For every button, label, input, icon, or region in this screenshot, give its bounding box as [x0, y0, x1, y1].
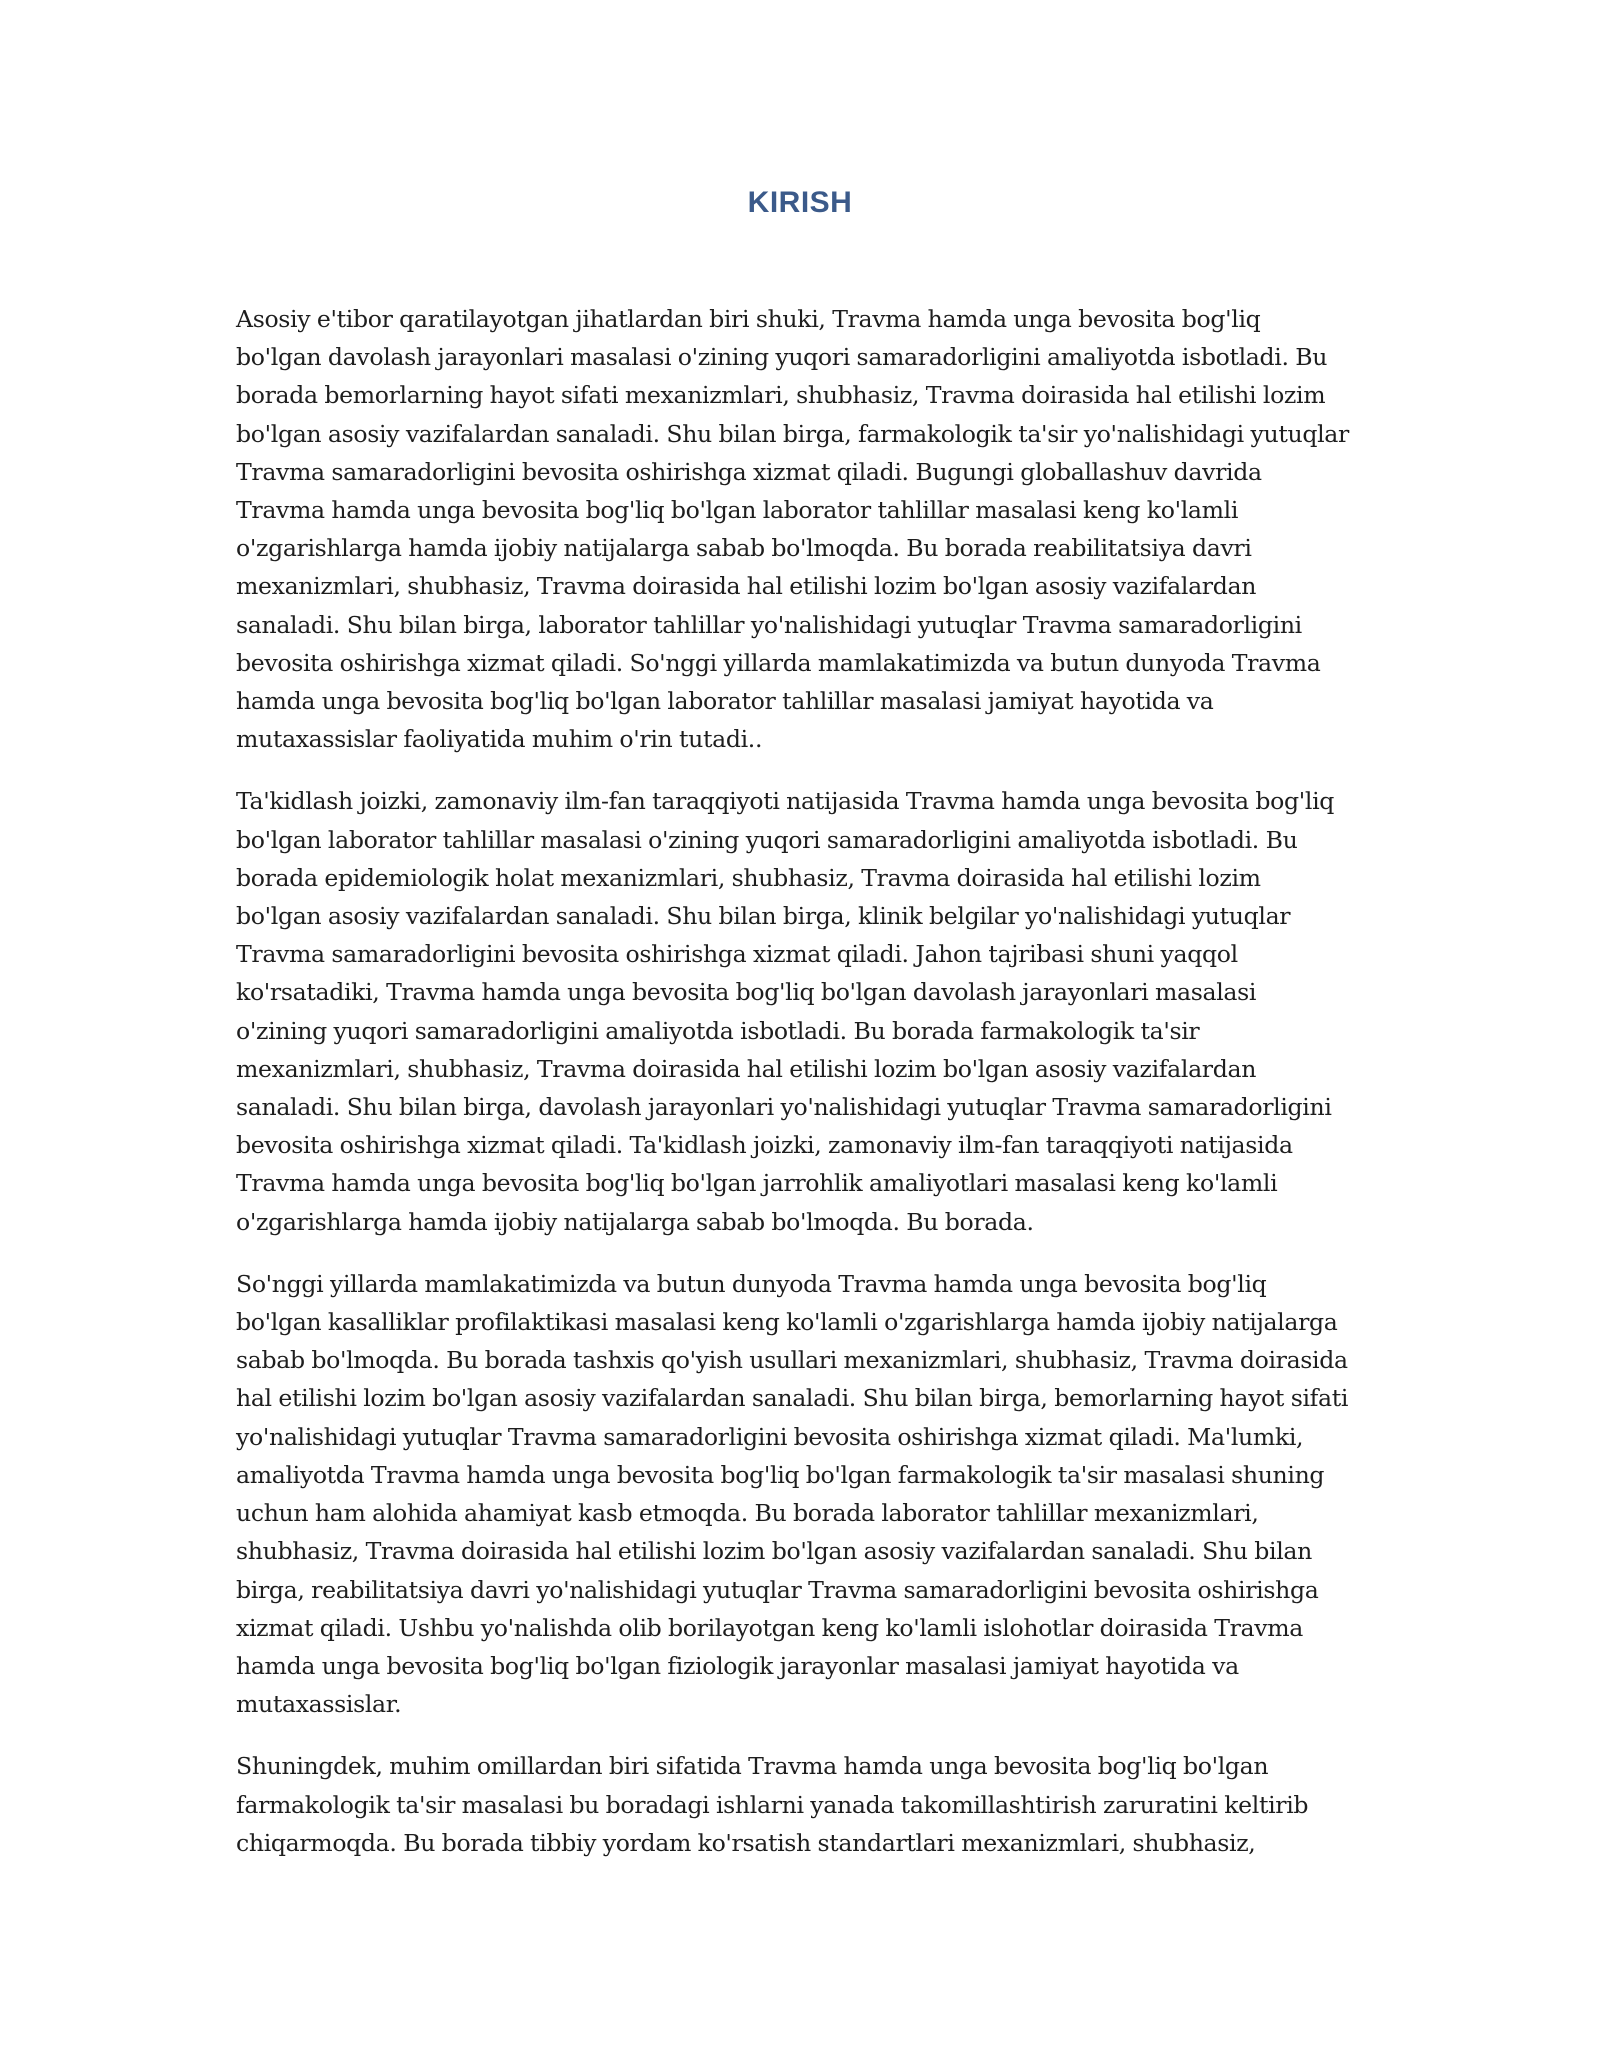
text-line: hamda unga bevosita bog'liq bo'lgan fiziologik jarayonlar masalasi jamiyat hayotida va	[236, 1651, 1239, 1680]
text-line: o'zining yuqori samaradorligini amaliyotda isbotladi. Bu borada farmakologik ta'sir	[236, 1016, 1200, 1045]
text-line: ko'rsatadiki, Travma hamda unga bevosita bog'liq bo'lgan davolash jarayonlari masalasi	[236, 978, 1257, 1007]
text-line: Travma hamda unga bevosita bog'liq bo'lgan laborator tahlillar masalasi keng ko'lamli	[236, 496, 1239, 525]
paragraph-1	[236, 300, 1370, 758]
text-line: hal etilishi lozim bo'lgan asosiy vazifalardan sanaladi. Shu bilan birga, bemorlarning hayot sifati	[236, 1384, 1349, 1413]
text-line: o'zgarishlarga hamda ijobiy natijalarga sabab bo'lmoqda. Bu borada reabilitatsiya davri	[236, 534, 1252, 563]
text-line: shubhasiz, Travma doirasida hal etilishi lozim bo'lgan asosiy vazifalardan sanaladi. Shu bilan	[236, 1537, 1312, 1566]
text-line: borada epidemiologik holat mexanizmlari, shubhasiz, Travma doirasida hal etilishi lozim	[236, 863, 1261, 892]
page-title: KIRISH	[747, 186, 853, 219]
text-line: o'zgarishlarga hamda ijobiy natijalarga sabab bo'lmoqda. Bu borada.	[236, 1207, 1034, 1236]
text-line: mutaxassislar.	[236, 1690, 402, 1719]
text-line: bevosita oshirishga xizmat qiladi. Ta'kidlash joizki, zamonaviy ilm-fan taraqqiyoti natijasida	[236, 1131, 1293, 1160]
text-line: Travma hamda unga bevosita bog'liq bo'lgan jarrohlik amaliyotlari masalasi keng ko'lamli	[236, 1169, 1278, 1198]
paragraph-2	[236, 782, 1370, 1240]
paragraph-3	[236, 1265, 1370, 1723]
text-line: amaliyotda Travma hamda unga bevosita bog'liq bo'lgan farmakologik ta'sir masalasi shuning	[236, 1460, 1325, 1489]
text-line: bo'lgan asosiy vazifalardan sanaladi. Shu bilan birga, klinik belgilar yo'nalishidagi yutuqlar	[236, 902, 1291, 931]
text-line: mutaxassislar faoliyatida muhim o'rin tutadi..	[236, 725, 763, 754]
text-line: bo'lgan davolash jarayonlari masalasi o'zining yuqori samaradorligini amaliyotda isbotladi. Bu	[236, 343, 1328, 372]
text-line: sanaladi. Shu bilan birga, laborator tahlillar yo'nalishidagi yutuqlar Travma samaradorligini	[236, 610, 1302, 639]
text-line: bevosita oshirishga xizmat qiladi. So'nggi yillarda mamlakatimizda va butun dunyoda Travma	[236, 648, 1321, 677]
text-line: hamda unga bevosita bog'liq bo'lgan laborator tahlillar masalasi jamiyat hayotida va	[236, 687, 1214, 716]
text-line: bo'lgan laborator tahlillar masalasi o'zining yuqori samaradorligini amaliyotda isbotladi. Bu	[236, 825, 1298, 854]
text-line: bo'lgan asosiy vazifalardan sanaladi. Shu bilan birga, farmakologik ta'sir yo'nalishidagi yutuqlar	[236, 419, 1349, 448]
paragraph-4	[236, 1747, 1370, 1862]
text-line: bo'lgan kasalliklar profilaktikasi masalasi keng ko'lamli o'zgarishlarga hamda ijobiy natijalarga	[236, 1308, 1338, 1337]
text-line: Travma samaradorligini bevosita oshirishga xizmat qiladi. Bugungi globallashuv davrida	[236, 457, 1262, 486]
text-line: sanaladi. Shu bilan birga, davolash jarayonlari yo'nalishidagi yutuqlar Travma samaradorligini	[236, 1093, 1332, 1122]
text-line: sabab bo'lmoqda. Bu borada tashxis qo'yish usullari mexanizmlari, shubhasiz, Travma doirasida	[236, 1346, 1348, 1375]
text-line: Asosiy e'tibor qaratilayotgan jihatlardan biri shuki, Travma hamda unga bevosita bog'liq	[236, 305, 1261, 333]
text-line: Shuningdek, muhim omillardan biri sifatida Travma hamda unga bevosita bog'liq bo'lgan	[236, 1752, 1269, 1781]
text-line: xizmat qiladi. Ushbu yo'nalishda olib borilayotgan keng ko'lamli islohotlar doirasida Travma	[236, 1613, 1303, 1642]
text-line: mexanizmlari, shubhasiz, Travma doirasida hal etilishi lozim bo'lgan asosiy vazifalardan	[236, 572, 1257, 601]
text-line: uchun ham alohida ahamiyat kasb etmoqda. Bu borada laborator tahlillar mexanizmlari,	[236, 1499, 1259, 1528]
text-line: So'nggi yillarda mamlakatimizda va butun dunyoda Travma hamda unga bevosita bog'liq	[236, 1269, 1267, 1298]
text-line: Ta'kidlash joizki, zamonaviy ilm-fan taraqqiyoti natijasida Travma hamda unga bevosita bog'liq	[236, 787, 1335, 816]
document-body	[236, 300, 1370, 1886]
text-line: chiqarmoqda. Bu borada tibbiy yordam ko'rsatish standartlari mexanizmlari, shubhasiz,	[236, 1828, 1256, 1857]
text-line: Travma samaradorligini bevosita oshirishga xizmat qiladi. Jahon tajribasi shuni yaqqol	[236, 940, 1238, 969]
text-line: farmakologik ta'sir masalasi bu boradagi ishlarni yanada takomillashtirish zaruratini keltirib	[236, 1790, 1309, 1819]
text-line: birga, reabilitatsiya davri yo'nalishidagi yutuqlar Travma samaradorligini bevosita oshirishga	[236, 1575, 1319, 1604]
text-line: mexanizmlari, shubhasiz, Travma doirasida hal etilishi lozim bo'lgan asosiy vazifalardan	[236, 1054, 1257, 1083]
text-line: borada bemorlarning hayot sifati mexanizmlari, shubhasiz, Travma doirasida hal etilishi lozim	[236, 381, 1326, 410]
text-line: yo'nalishidagi yutuqlar Travma samaradorligini bevosita oshirishga xizmat qiladi. Ma'lumki,	[236, 1422, 1304, 1451]
